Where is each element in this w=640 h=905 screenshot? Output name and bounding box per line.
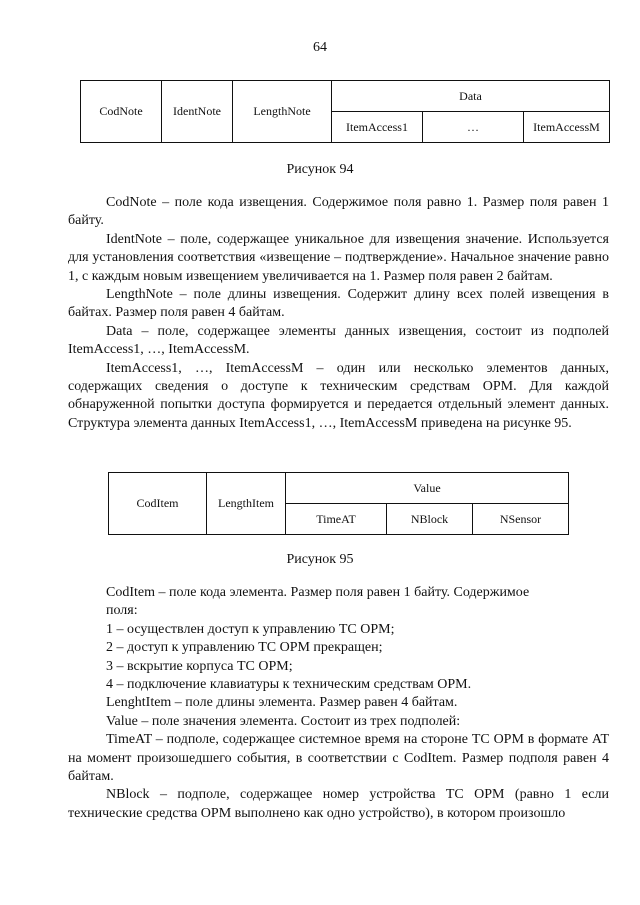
figure-95-table	[108, 472, 569, 535]
list-item: 1 – осуществлен доступ к управлению ТС ОРМ;	[106, 621, 395, 637]
cell-value: Value	[286, 473, 569, 504]
list-item: 2 – доступ к управлению ТС ОРМ прекращен;	[106, 640, 383, 656]
paragraph: поля:	[106, 603, 138, 619]
paragraph: CodNote – поле кода извещения. Содержимое поля равно 1. Размер поля равен 1 байту.	[68, 195, 609, 229]
section-2-text	[68, 584, 609, 823]
paragraph: NBlock – подполе, содержащее номер устройства ТС ОРМ (равно 1 если технические средства ОРМ выполнено как одно устройство), в котором произошло	[68, 787, 609, 821]
cell-ellipsis: …	[423, 112, 524, 143]
paragraph: Data – поле, содержащее элементы данных извещения, состоит из подполей ItemAccess1, …, ItemAccessM.	[68, 323, 609, 358]
figure-94-caption: Рисунок 94	[286, 162, 354, 177]
paragraph: IdentNote – поле, содержащее уникальное для извещения значение. Используется для установления соответствия «извещение – подтверждение». Начальное значение равно 1, с каждым новым извещением увеличивается на 1. Размер поля равен 2 байтам.	[68, 231, 609, 284]
paragraph: CodItem – поле кода элемента. Размер поля равен 1 байту. Содержимое	[106, 585, 530, 600]
cell-identnote: IdentNote	[162, 81, 233, 143]
figure-95-caption: Рисунок 95	[286, 552, 354, 567]
cell-data: Data	[332, 81, 610, 112]
cell-nblock: NBlock	[387, 504, 473, 535]
list-item: Value – поле значения элемента. Состоит из трех подполей:	[106, 713, 461, 729]
paragraph: LengthNote – поле длины извещения. Содержит длину всех полей извещения в байтах. Размер поля равен 4 байтам.	[68, 287, 609, 321]
paragraph: TimeAT – подполе, содержащее системное время на стороне ТС ОРМ в формате AT на момент произошедшего события, в соответствии с CodItem. Размер подполя равен 4 байтам.	[68, 732, 609, 785]
figure-94-table	[80, 80, 610, 143]
paragraph: ItemAccess1, …, ItemAccessM – один или несколько элементов данных, содержащих сведения о доступе к техническим средствам ОРМ. Для каждой обнаруженной попытки доступа формируется и передается отдельный элемент данных. Структура элемента данных ItemAccess1, …, ItemAccessM приведена на рисунке 95.	[68, 360, 609, 431]
cell-itemaccess-last: ItemAccessM	[524, 112, 610, 143]
list-item: 4 – подключение клавиатуры к техническим средствам ОРМ.	[106, 677, 472, 693]
cell-lengthitem: LengthItem	[207, 473, 286, 535]
cell-coditem: CodItem	[109, 473, 207, 535]
list-item: LenghtItem – поле длины элемента. Размер равен 4 байтам.	[106, 695, 458, 711]
section-1-text	[68, 194, 609, 433]
page-number: 64	[313, 40, 327, 55]
cell-lengthnote: LengthNote	[233, 81, 332, 143]
cell-itemaccess-first: ItemAccess1	[332, 112, 423, 143]
list-item: 3 – вскрытие корпуса ТС ОРМ;	[106, 658, 293, 674]
cell-codnote: CodNote	[81, 81, 162, 143]
cell-timeat: TimeAT	[286, 504, 387, 535]
cell-nsensor: NSensor	[473, 504, 569, 535]
